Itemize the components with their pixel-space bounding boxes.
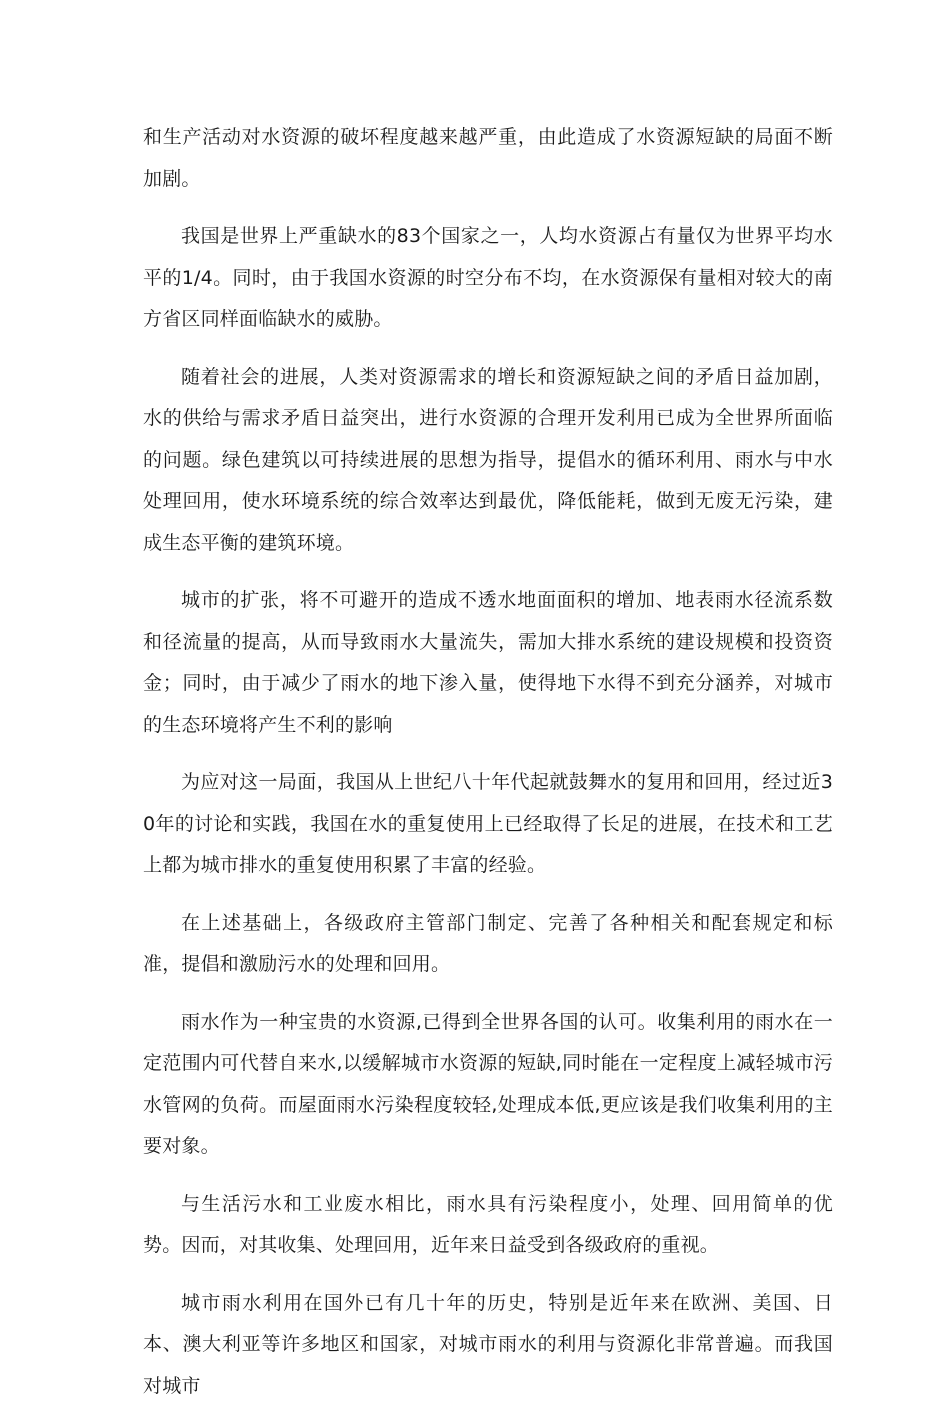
paragraph: 我国是世界上严重缺水的83个国家之一，人均水资源占有量仅为世界平均水平的1/4。同时，由于我国水资源的时空分布不均，在水资源保有量相对较大的南方省区同样面临缺水的威胁。 — [143, 225, 833, 330]
paragraph: 城市的扩张，将不可避开的造成不透水地面面积的增加、地表雨水径流系数和径流量的提高，从而导致雨水大量流失，需加大排水系统的建设规模和投资资金；同时，由于减少了雨水的地下渗入量，使得地下水得不到充分涵养，对城市的生态环境将产生不利的影响 — [143, 589, 833, 736]
paragraph: 随着社会的进展，人类对资源需求的增长和资源短缺之间的矛盾日益加剧，水的供给与需求矛盾日益突出，进行水资源的合理开发利用已成为全世界所面临的问题。绿色建筑以可持续进展的思想为指导，提倡水的循环利用、雨水与中水处理回用，使水环境系统的综合效率达到最优，降低能耗，做到无废无污染，建成生态平衡的建筑环境。 — [143, 365, 833, 554]
paragraph: 城市雨水利用在国外已有几十年的历史，特别是近年来在欧洲、美国、日本、澳大利亚等许多地区和国家，对城市雨水的利用与资源化非常普遍。而我国对城市 — [143, 1291, 833, 1397]
paragraph: 与生活污水和工业废水相比，雨水具有污染程度小，处理、回用简单的优势。因而，对其收集、处理回用，近年来日益受到各级政府的重视。 — [143, 1192, 833, 1256]
paragraph-continuation: 和生产活动对水资源的破坏程度越来越严重，由此造成了水资源短缺的局面不断加剧。 — [143, 126, 833, 190]
paragraph: 在上述基础上，各级政府主管部门制定、完善了各种相关和配套规定和标准，提倡和激励污水的处理和回用。 — [143, 911, 833, 975]
document-body — [143, 117, 833, 1423]
paragraph: 雨水作为一种宝贵的水资源,已得到全世界各国的认可。收集利用的雨水在一定范围内可代替自来水,以缓解城市水资源的短缺,同时能在一定程度上减轻城市污水管网的负荷。而屋面雨水污染程度较轻,处理成本低,更应该是我们收集利用的主要对象。 — [143, 1010, 833, 1157]
paragraph: 为应对这一局面，我国从上世纪八十年代起就鼓舞水的复用和回用，经过近30年的讨论和实践，我国在水的重复使用上已经取得了长足的进展，在技术和工艺上都为城市排水的重复使用积累了丰富的经验。 — [143, 771, 833, 876]
